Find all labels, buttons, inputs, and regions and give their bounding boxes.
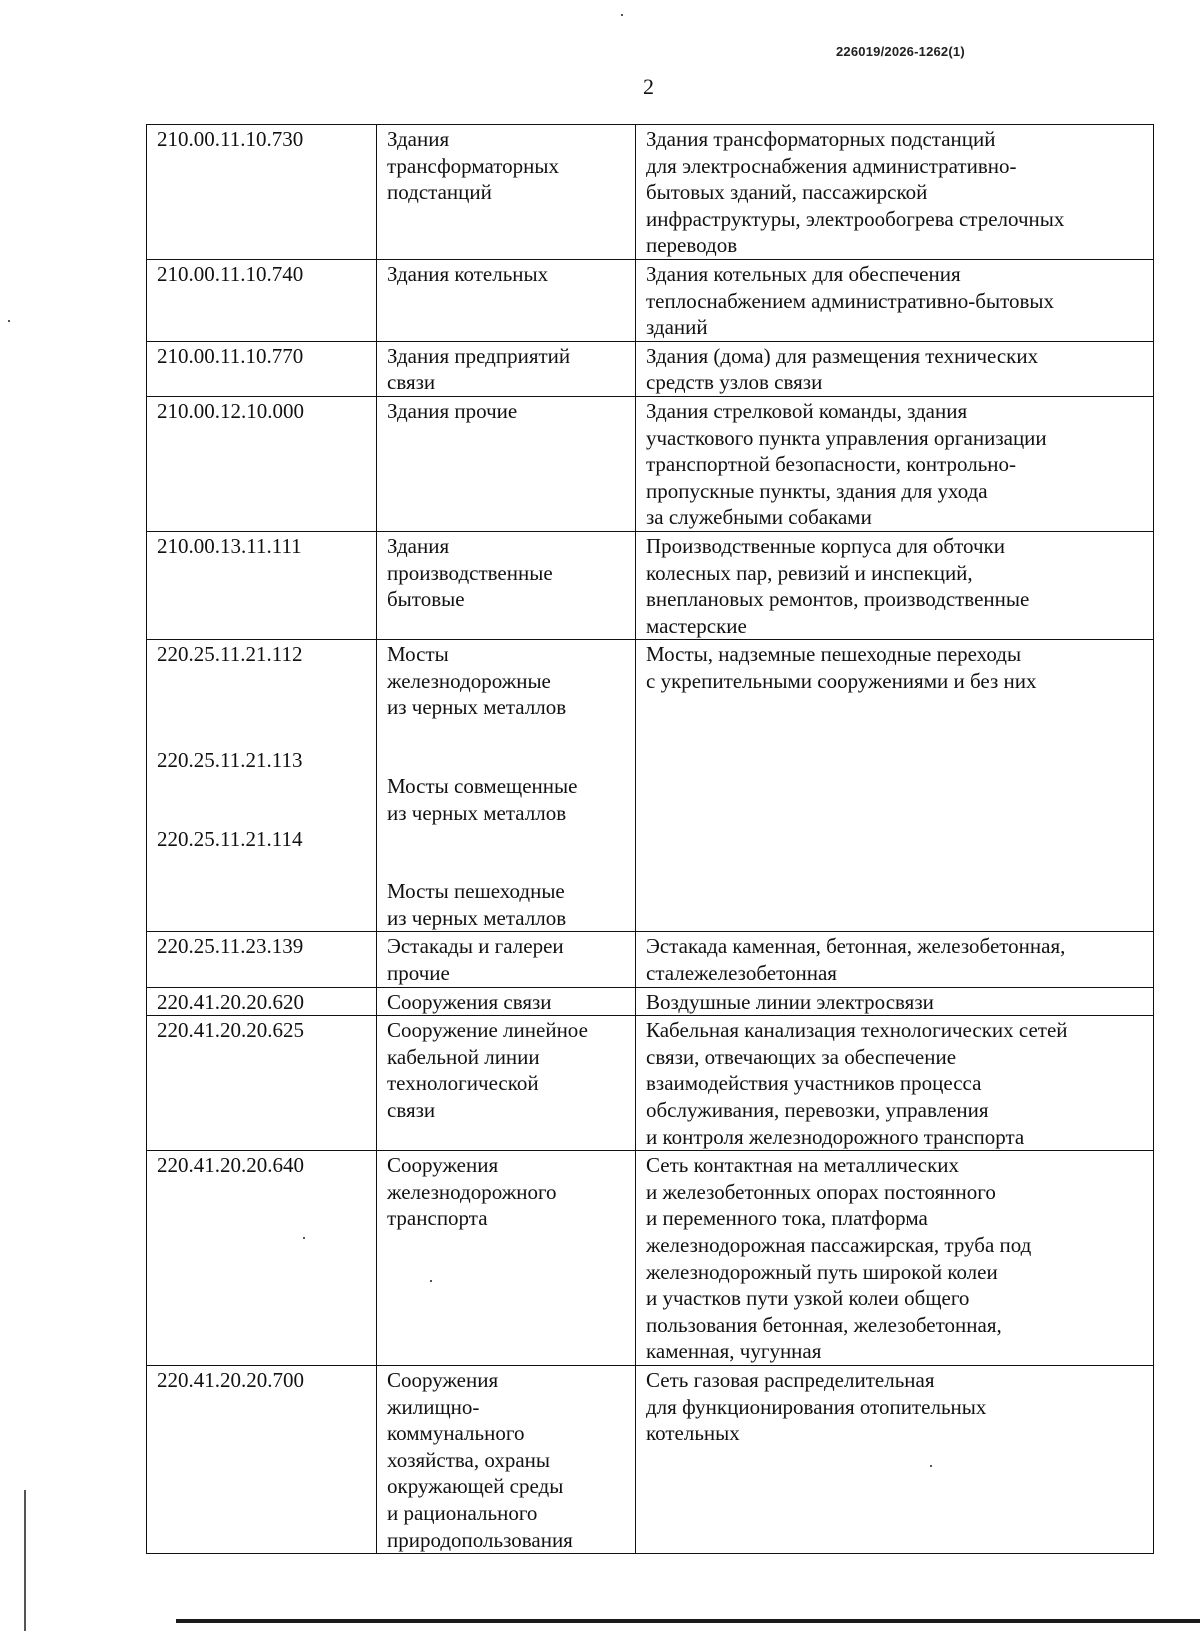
name-cell — [377, 640, 636, 932]
code-cell: 220.41.20.20.625 — [147, 1016, 377, 1151]
table-row — [147, 1016, 1154, 1151]
table-row — [147, 1365, 1154, 1553]
name-cell: Здания трансформаторных подстанций — [377, 125, 636, 260]
description-cell: Кабельная канализация технологических сетей связи, отвечающих за обеспечение взаимодействия участников процесса обслуживания, перевозки, управления и контроля железнодорожного транспорта — [636, 1016, 1154, 1151]
description-cell: Здания трансформаторных подстанций для электроснабжения административно- бытовых зданий, пассажирской инфраструктуры, электрообогрева стрелочных переводов — [636, 125, 1154, 260]
table-row — [147, 531, 1154, 639]
code-cell — [147, 640, 377, 932]
sub-code: 220.25.11.21.112 — [157, 642, 303, 667]
description-cell: Производственные корпуса для обточки колесных пар, ревизий и инспекций, внеплановых ремонтов, производственные мастерские — [636, 531, 1154, 639]
table-row — [147, 640, 1154, 932]
code-cell: 220.25.11.23.139 — [147, 932, 377, 987]
code-cell: 220.41.20.20.640 — [147, 1151, 377, 1366]
description-cell: Здания котельных для обеспечения теплоснабжением административно-бытовых зданий — [636, 259, 1154, 341]
scan-bottom-bar — [176, 1619, 1200, 1623]
sub-code: 220.25.11.21.114 — [157, 827, 303, 852]
scan-speck — [621, 14, 623, 16]
table-row — [147, 987, 1154, 1016]
sub-name: Мосты совмещенные из черных металлов — [387, 774, 578, 825]
description-cell: Здания стрелковой команды, здания участкового пункта управления организации транспортной безопасности, контрольно- пропускные пункты, здания для ухода за служебными собаками — [636, 396, 1154, 531]
sub-name: Мосты железнодорожные из черных металлов — [387, 642, 567, 720]
name-cell: Здания котельных — [377, 259, 636, 341]
description-cell: Здания (дома) для размещения технических средств узлов связи — [636, 341, 1154, 396]
code-cell: 210.00.13.11.111 — [147, 531, 377, 639]
code-cell: 210.00.12.10.000 — [147, 396, 377, 531]
table-row — [147, 396, 1154, 531]
scan-speck — [8, 320, 10, 322]
description-cell: Воздушные линии электросвязи — [636, 987, 1154, 1016]
code-cell: 210.00.11.10.770 — [147, 341, 377, 396]
name-cell: Здания производственные бытовые — [377, 531, 636, 639]
name-cell: Сооружение линейное кабельной линии технологической связи — [377, 1016, 636, 1151]
table-row — [147, 932, 1154, 987]
sub-name: Мосты пешеходные из черных металлов — [387, 879, 567, 930]
scan-edge-line — [24, 1490, 26, 1631]
name-cell: Сооружения связи — [377, 987, 636, 1016]
sub-code: 220.25.11.21.113 — [157, 748, 303, 773]
description-cell: Эстакада каменная, бетонная, железобетонная, сталежелезобетонная — [636, 932, 1154, 987]
name-cell: Эстакады и галереи прочие — [377, 932, 636, 987]
description-cell: Сеть газовая распределительная для функционирования отопительных котельных — [636, 1365, 1154, 1553]
table-row — [147, 125, 1154, 260]
classification-table — [146, 124, 1154, 1554]
scan-speck — [303, 1237, 305, 1239]
name-cell: Здания предприятий связи — [377, 341, 636, 396]
name-cell: Сооружения железнодорожного транспорта — [377, 1151, 636, 1366]
table-row — [147, 1151, 1154, 1366]
name-cell: Сооружения жилищно- коммунального хозяйства, охраны окружающей среды и рационального природопользования — [377, 1365, 636, 1553]
document-id: 226019/2026-1262(1) — [836, 44, 965, 59]
description-cell: Сеть контактная на металлических и железобетонных опорах постоянного и переменного тока, платформа железнодорожная пассажирская, труба под железнодорожный путь широкой колеи и участков пути узкой колеи общего пользования бетонная, железобетонная, каменная, чугунная — [636, 1151, 1154, 1366]
description-cell: Мосты, надземные пешеходные переходы с укрепительными сооружениями и без них — [636, 640, 1154, 932]
scan-speck — [930, 1465, 932, 1467]
code-cell: 210.00.11.10.740 — [147, 259, 377, 341]
scan-speck — [430, 1280, 432, 1282]
page-number: 2 — [643, 74, 654, 99]
table-row — [147, 259, 1154, 341]
code-cell: 220.41.20.20.700 — [147, 1365, 377, 1553]
name-cell: Здания прочие — [377, 396, 636, 531]
code-cell: 220.41.20.20.620 — [147, 987, 377, 1016]
table-row — [147, 341, 1154, 396]
code-cell: 210.00.11.10.730 — [147, 125, 377, 260]
